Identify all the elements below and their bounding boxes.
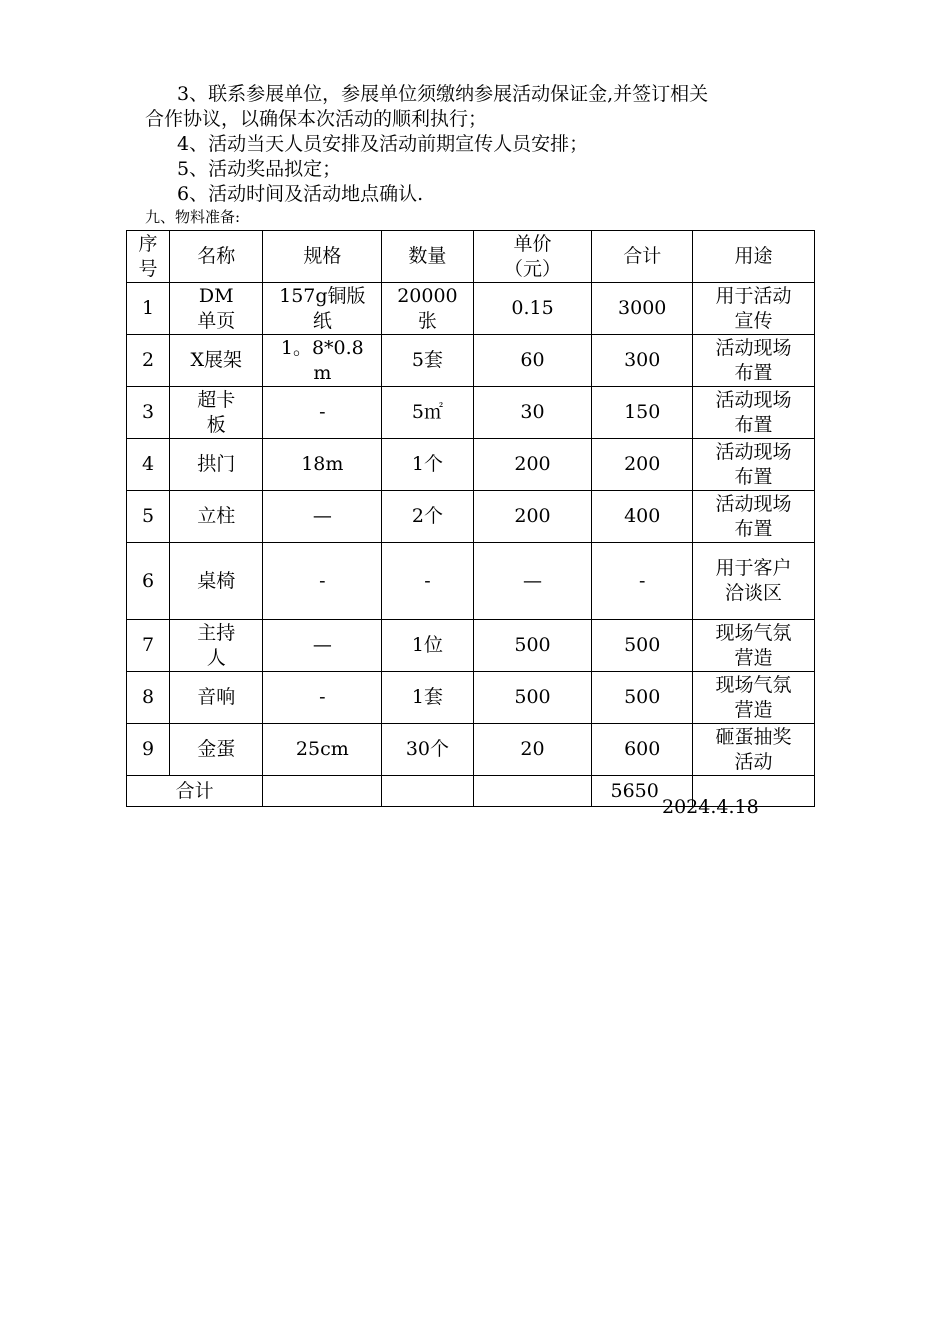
total-empty-cell xyxy=(473,776,592,807)
cell-name: 超卡板 xyxy=(170,387,263,439)
cell-spec: — xyxy=(263,491,382,543)
total-label: 合计 xyxy=(127,776,263,807)
cell-subtotal: 3000 xyxy=(592,283,692,335)
cell-unit-price: 60 xyxy=(473,335,592,387)
cell-name: 音响 xyxy=(170,672,263,724)
cell-subtotal: 150 xyxy=(592,387,692,439)
cell-unit-price: 30 xyxy=(473,387,592,439)
table-row xyxy=(127,543,815,620)
document-date: 2024.4.18 xyxy=(662,796,759,818)
paragraph-item-3-line2: 合作协议，以确保本次活动的顺利执行； xyxy=(145,108,488,130)
cell-unit-price: 500 xyxy=(473,672,592,724)
cell-quantity: 1套 xyxy=(382,672,473,724)
cell-subtotal: 300 xyxy=(592,335,692,387)
table-row xyxy=(127,283,815,335)
cell-index: 9 xyxy=(127,724,170,776)
cell-purpose: 用于活动宣传 xyxy=(692,283,814,335)
paragraph-item-3 xyxy=(145,82,825,132)
cell-index: 4 xyxy=(127,439,170,491)
cell-index: 2 xyxy=(127,335,170,387)
cell-unit-price: 200 xyxy=(473,439,592,491)
cell-purpose: 用途 xyxy=(692,231,814,283)
cell-subtotal: 500 xyxy=(592,672,692,724)
cell-spec: 18m xyxy=(263,439,382,491)
cell-subtotal: 500 xyxy=(592,620,692,672)
cell-subtotal: 合计 xyxy=(592,231,692,283)
cell-unit-price: 0.15 xyxy=(473,283,592,335)
cell-spec: — xyxy=(263,620,382,672)
cell-index: 3 xyxy=(127,387,170,439)
cell-index: 6 xyxy=(127,543,170,620)
table-row xyxy=(127,672,815,724)
cell-purpose: 活动现场布置 xyxy=(692,335,814,387)
cell-name: 名称 xyxy=(170,231,263,283)
cell-name: 金蛋 xyxy=(170,724,263,776)
paragraph-item-5: 5、活动奖品拟定； xyxy=(177,158,342,180)
cell-name: 主持人 xyxy=(170,620,263,672)
cell-name: 立柱 xyxy=(170,491,263,543)
cell-unit-price: 单价（元） xyxy=(473,231,592,283)
table-row xyxy=(127,439,815,491)
cell-quantity: 1个 xyxy=(382,439,473,491)
cell-unit-price: 20 xyxy=(473,724,592,776)
cell-purpose: 现场气氛营造 xyxy=(692,672,814,724)
cell-quantity: 30个 xyxy=(382,724,473,776)
cell-index: 5 xyxy=(127,491,170,543)
cell-purpose: 活动现场布置 xyxy=(692,439,814,491)
cell-index: 1 xyxy=(127,283,170,335)
cell-quantity: 5㎡ xyxy=(382,387,473,439)
total-value: 5650 xyxy=(592,776,692,807)
cell-name: DM单页 xyxy=(170,283,263,335)
cell-subtotal: 400 xyxy=(592,491,692,543)
materials-table-body xyxy=(127,231,815,807)
cell-purpose: 活动现场布置 xyxy=(692,387,814,439)
cell-quantity: 20000张 xyxy=(382,283,473,335)
cell-index: 序号 xyxy=(127,231,170,283)
cell-spec: 1。8*0.8m xyxy=(263,335,382,387)
cell-subtotal: 200 xyxy=(592,439,692,491)
total-empty-cell xyxy=(382,776,473,807)
cell-spec: - xyxy=(263,543,382,620)
paragraph-item-6: 6、活动时间及活动地点确认. xyxy=(177,183,424,205)
paragraph-item-4: 4、活动当天人员安排及活动前期宣传人员安排； xyxy=(177,133,589,155)
cell-unit-price: — xyxy=(473,543,592,620)
cell-spec: 157g铜版纸 xyxy=(263,283,382,335)
cell-spec: 25cm xyxy=(263,724,382,776)
cell-spec: 规格 xyxy=(263,231,382,283)
table-header-row xyxy=(127,231,815,283)
materials-table xyxy=(126,230,815,807)
table-row xyxy=(127,387,815,439)
table-row xyxy=(127,335,815,387)
cell-subtotal: - xyxy=(592,543,692,620)
cell-quantity: 2个 xyxy=(382,491,473,543)
cell-purpose: 现场气氛营造 xyxy=(692,620,814,672)
cell-subtotal: 600 xyxy=(592,724,692,776)
cell-spec: - xyxy=(263,387,382,439)
cell-purpose: 砸蛋抽奖活动 xyxy=(692,724,814,776)
table-row xyxy=(127,491,815,543)
cell-name: X展架 xyxy=(170,335,263,387)
cell-name: 桌椅 xyxy=(170,543,263,620)
cell-quantity: - xyxy=(382,543,473,620)
cell-quantity: 5套 xyxy=(382,335,473,387)
paragraph-item-3-line1: 3、联系参展单位，参展单位须缴纳参展活动保证金,并签订相关 xyxy=(177,83,709,105)
cell-index: 7 xyxy=(127,620,170,672)
cell-purpose: 活动现场布置 xyxy=(692,491,814,543)
cell-name: 拱门 xyxy=(170,439,263,491)
cell-quantity: 1位 xyxy=(382,620,473,672)
cell-spec: - xyxy=(263,672,382,724)
cell-unit-price: 200 xyxy=(473,491,592,543)
table-row xyxy=(127,724,815,776)
cell-purpose: 用于客户洽谈区 xyxy=(692,543,814,620)
table-row xyxy=(127,620,815,672)
cell-quantity: 数量 xyxy=(382,231,473,283)
cell-index: 8 xyxy=(127,672,170,724)
cell-unit-price: 500 xyxy=(473,620,592,672)
total-empty-cell xyxy=(263,776,382,807)
section-heading: 九、物料准备: xyxy=(145,208,241,226)
